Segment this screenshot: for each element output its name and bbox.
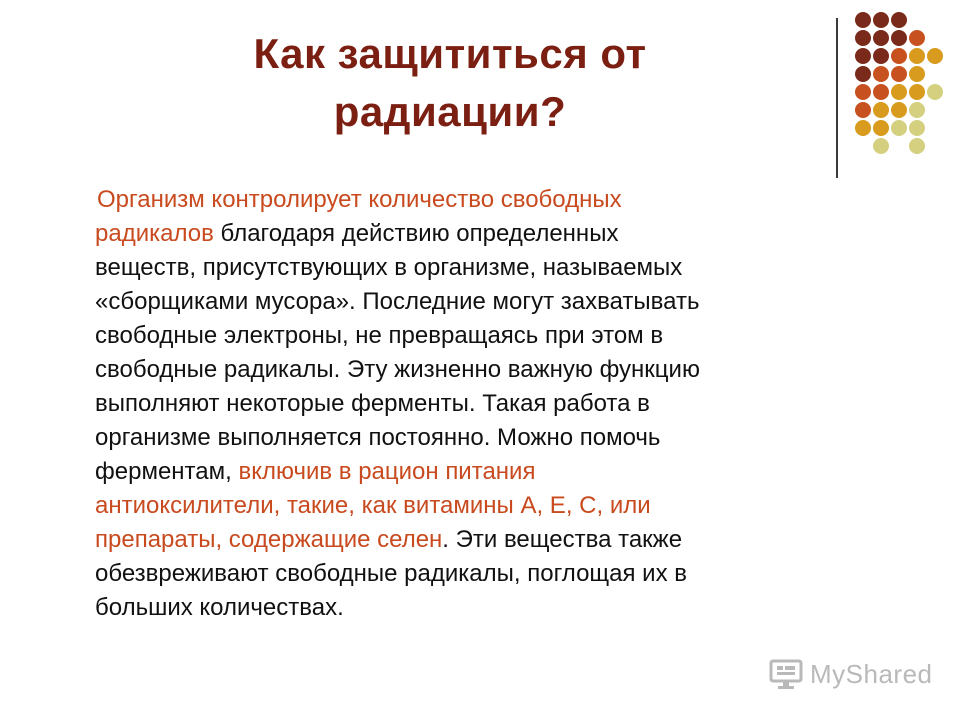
body-line: свободные электроны, не превращаясь при этом в [95, 322, 664, 349]
body-text: благодаря действию определенных [213, 220, 619, 247]
body-text: ферментам, [95, 458, 239, 485]
dot [891, 84, 907, 100]
dot [891, 120, 907, 136]
dot [855, 12, 871, 28]
dot [891, 66, 907, 82]
dot [909, 120, 925, 136]
dot [909, 30, 925, 46]
dot [873, 66, 889, 82]
body-line: свободные радикалы. Эту жизненно важную функцию [95, 356, 700, 383]
dot [891, 102, 907, 118]
body-line: выполняют некоторые ферменты. Такая работа в [95, 390, 650, 417]
dot [873, 48, 889, 64]
dot [855, 84, 871, 100]
dot [909, 102, 925, 118]
dot [855, 30, 871, 46]
highlight-text: антиоксилители, такие, как витамины А, Е, С, или [95, 492, 651, 519]
dot [909, 84, 925, 100]
body-line: веществ, присутствующих в организме, называемых [95, 254, 683, 281]
body-text: . Эти вещества также [442, 526, 683, 553]
monitor-icon [768, 655, 806, 693]
dot [927, 48, 943, 64]
dot [909, 48, 925, 64]
body-line: обезвреживают свободные радикалы, поглощая их в [95, 560, 688, 587]
dot [873, 12, 889, 28]
dot [873, 30, 889, 46]
decorative-dot-grid [0, 0, 960, 200]
dot [855, 102, 871, 118]
dot [891, 48, 907, 64]
dot [909, 66, 925, 82]
highlight-text: Организм контролирует количество свободных [97, 186, 622, 213]
highlight-text: препараты, содержащие селен [95, 526, 443, 553]
dot [855, 120, 871, 136]
dot [909, 138, 925, 154]
dot [873, 120, 889, 136]
title-line-2: радиации? [333, 88, 567, 135]
body-line: больших количествах. [95, 594, 344, 621]
dot [855, 48, 871, 64]
body-line: организме выполняется постоянно. Можно помочь [95, 424, 661, 451]
logo-text: MyShared [810, 658, 933, 689]
title-line-1: Как защититься от [253, 30, 647, 77]
highlight-text: включив в рацион питания [238, 458, 536, 485]
dot [873, 138, 889, 154]
dot [891, 12, 907, 28]
dot [873, 84, 889, 100]
dot [855, 66, 871, 82]
dot [891, 30, 907, 46]
highlight-text: радикалов [95, 220, 214, 247]
dot [927, 84, 943, 100]
dot [873, 102, 889, 118]
body-line: «сборщиками мусора». Последние могут захватывать [95, 288, 700, 315]
slide-body [95, 183, 835, 625]
myshared-logo [768, 652, 938, 696]
